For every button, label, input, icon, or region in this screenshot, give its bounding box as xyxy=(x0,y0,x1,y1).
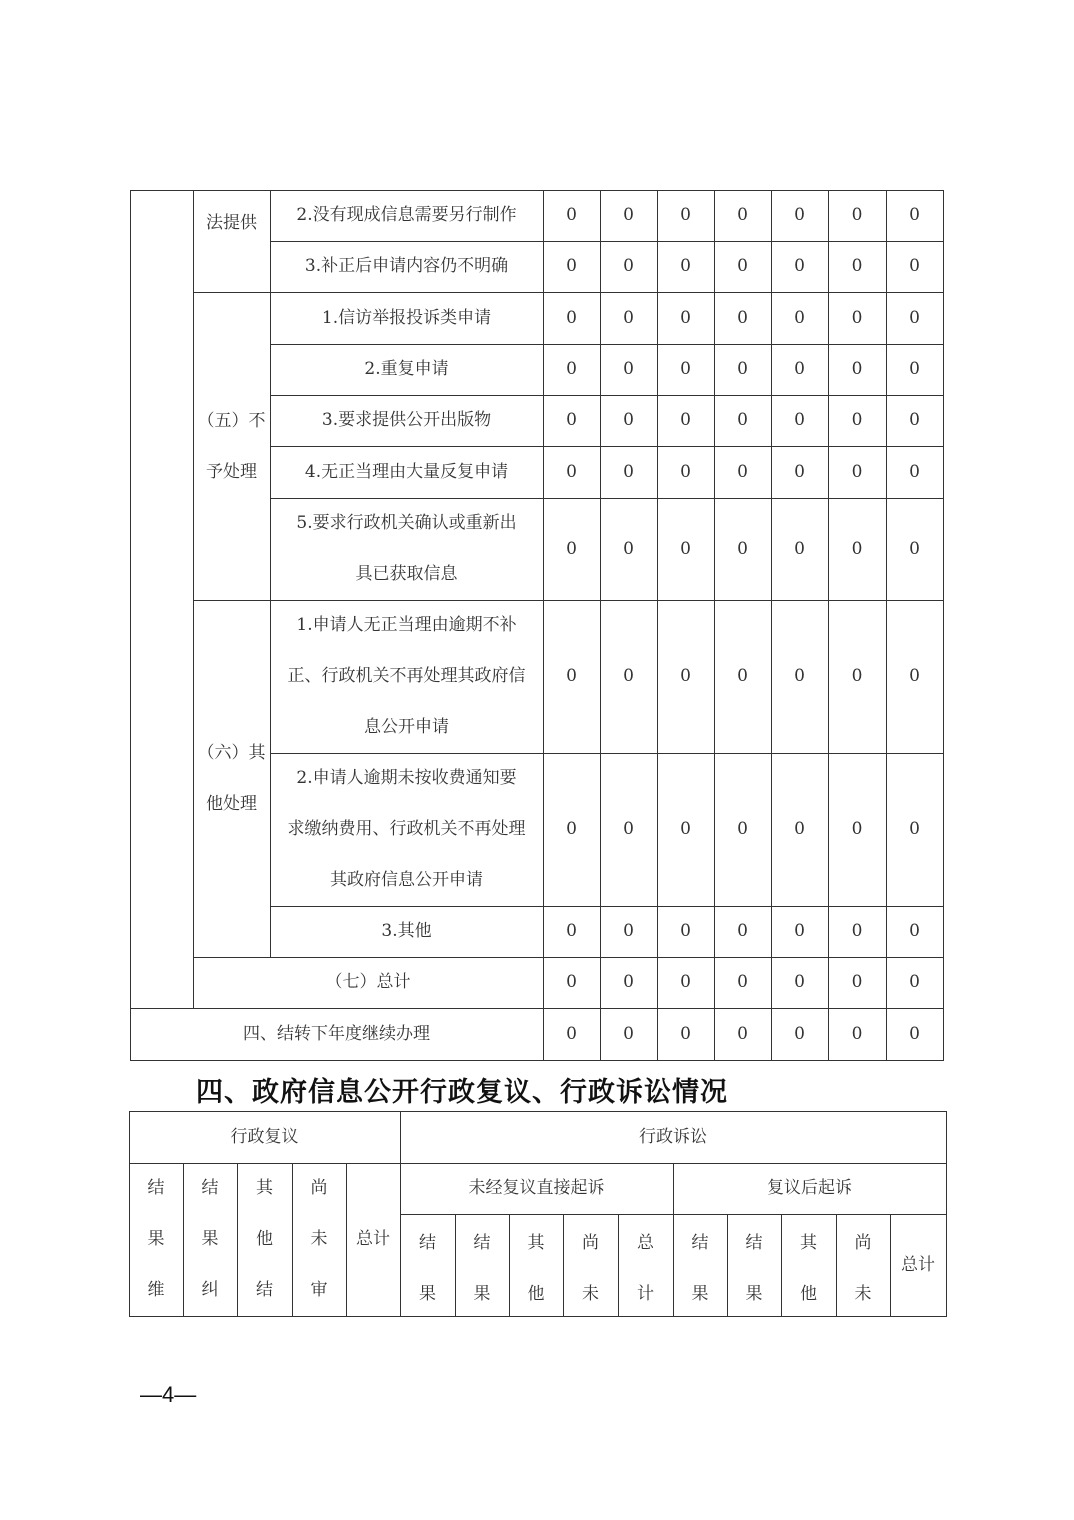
value-cell xyxy=(600,498,657,600)
value-cell-text: 0 xyxy=(680,205,691,225)
row-label xyxy=(270,344,543,395)
carryover-value xyxy=(714,1008,771,1060)
row-label xyxy=(270,906,543,957)
row-label xyxy=(270,190,543,241)
after-col-header-text: 他 xyxy=(800,1284,817,1304)
value-cell-text: 0 xyxy=(623,921,634,941)
value-cell-text: 0 xyxy=(680,307,691,328)
value-cell-text: 0 xyxy=(737,461,748,482)
direct-col-header-text: 果 xyxy=(473,1284,491,1304)
value-cell xyxy=(886,241,943,292)
group-label-text: 法提供 xyxy=(206,213,257,233)
review-header-text: 行政复议 xyxy=(230,1126,299,1147)
value-cell xyxy=(657,395,714,446)
value-cell-text: 0 xyxy=(909,461,920,482)
value-cell xyxy=(886,753,943,906)
row-label xyxy=(270,600,543,753)
value-cell xyxy=(657,446,714,498)
direct-col-header-text: 总 xyxy=(637,1233,654,1253)
direct-suit-header-text: 未经复议直接起诉 xyxy=(468,1178,605,1198)
value-cell-text: 0 xyxy=(737,819,748,839)
total-value xyxy=(771,957,828,1008)
value-cell-text: 0 xyxy=(680,921,691,941)
group-label-text: （六）其 xyxy=(197,743,266,763)
value-cell-text: 0 xyxy=(794,819,805,839)
value-cell xyxy=(828,446,886,498)
value-cell xyxy=(828,600,886,753)
value-cell xyxy=(600,344,657,395)
row-label-text: 3.补正后申请内容仍不明确 xyxy=(304,256,509,276)
after-col-header xyxy=(727,1214,781,1324)
value-cell xyxy=(828,241,886,292)
total-label-text: （七）总计 xyxy=(325,972,411,992)
row-label-text: 2.没有现成信息需要另行制作 xyxy=(296,205,517,225)
value-cell xyxy=(600,292,657,344)
row-label xyxy=(270,395,543,446)
row-label-text: 2.申请人逾期未按收费通知要 xyxy=(296,768,517,788)
row-label-text: 3.其他 xyxy=(381,921,432,941)
value-cell xyxy=(657,906,714,957)
value-cell-text: 0 xyxy=(623,410,634,430)
value-cell-text: 0 xyxy=(680,359,691,379)
row-label-text: 5.要求行政机关确认或重新出 xyxy=(296,513,517,533)
value-cell xyxy=(714,906,771,957)
value-cell xyxy=(771,753,828,906)
value-cell-text: 0 xyxy=(909,359,920,379)
total-value-text: 0 xyxy=(623,972,634,992)
review-col-header-text: 尚 xyxy=(310,1178,328,1198)
value-cell xyxy=(543,446,600,498)
row-label-text: 息公开申请 xyxy=(364,717,449,737)
total-value-text: 0 xyxy=(737,972,748,992)
direct-col-header xyxy=(563,1214,618,1324)
value-cell xyxy=(543,241,600,292)
direct-col-header-text: 他 xyxy=(527,1284,545,1304)
value-cell xyxy=(543,292,600,344)
value-cell-text: 0 xyxy=(851,205,863,225)
value-cell xyxy=(714,446,771,498)
value-cell-text: 0 xyxy=(909,205,920,225)
after-col-header-text: 果 xyxy=(691,1284,709,1304)
value-cell-text: 0 xyxy=(851,461,863,482)
value-cell xyxy=(771,292,828,344)
value-cell-text: 0 xyxy=(680,538,691,559)
value-cell xyxy=(657,498,714,600)
value-cell-text: 0 xyxy=(794,359,805,379)
value-cell-text: 0 xyxy=(851,410,863,430)
value-cell-text: 0 xyxy=(737,307,748,328)
after-total-header-text: 总计 xyxy=(901,1254,935,1275)
direct-col-header-text: 尚 xyxy=(582,1233,599,1253)
review-col-header-text: 结 xyxy=(256,1280,273,1300)
value-cell-text: 0 xyxy=(566,538,577,559)
total-value-text: 0 xyxy=(794,972,805,992)
value-cell xyxy=(886,190,943,241)
direct-col-header-text: 果 xyxy=(419,1284,436,1304)
value-cell-text: 0 xyxy=(794,307,805,328)
value-cell-text: 0 xyxy=(566,921,577,941)
after-col-header xyxy=(781,1214,836,1324)
value-cell xyxy=(543,600,600,753)
after-col-header-text: 结 xyxy=(745,1233,763,1253)
total-value xyxy=(714,957,771,1008)
carryover-value xyxy=(828,1008,886,1060)
value-cell xyxy=(543,190,600,241)
value-cell xyxy=(886,446,943,498)
direct-col-header-text: 未 xyxy=(582,1284,599,1304)
value-cell xyxy=(714,190,771,241)
value-cell-text: 0 xyxy=(566,359,577,379)
review-col-header-text: 未 xyxy=(310,1229,328,1249)
review-col-header-text: 结 xyxy=(201,1178,219,1198)
after-total-header xyxy=(890,1214,946,1316)
after-col-header xyxy=(673,1214,727,1324)
value-cell xyxy=(543,753,600,906)
total-value xyxy=(657,957,714,1008)
review-col-header-text: 果 xyxy=(201,1229,219,1249)
row-label xyxy=(270,292,543,344)
value-cell-text: 0 xyxy=(566,819,577,839)
direct-col-header-text: 结 xyxy=(419,1233,436,1253)
value-cell-text: 0 xyxy=(566,410,577,430)
value-cell-text: 0 xyxy=(851,307,863,328)
group-label-text: （五）不 xyxy=(197,410,266,431)
value-cell xyxy=(771,600,828,753)
value-cell xyxy=(543,906,600,957)
total-value xyxy=(600,957,657,1008)
value-cell xyxy=(714,241,771,292)
row-label xyxy=(270,446,543,498)
total-value xyxy=(543,957,600,1008)
section-heading: 四、政府信息公开行政复议、行政诉讼情况 xyxy=(196,1077,728,1108)
value-cell xyxy=(771,498,828,600)
value-cell-text: 0 xyxy=(851,256,863,276)
table-rule xyxy=(130,190,131,1061)
value-cell xyxy=(600,600,657,753)
row-label-text: 求缴纳费用、行政机关不再处理 xyxy=(287,819,526,839)
review-col-header-text: 他 xyxy=(256,1229,273,1249)
value-cell-text: 0 xyxy=(737,666,748,686)
value-cell-text: 0 xyxy=(566,461,577,482)
value-cell-text: 0 xyxy=(737,538,748,559)
row-label-text: 4.无正当理由大量反复申请 xyxy=(304,461,509,482)
value-cell-text: 0 xyxy=(680,666,691,686)
carryover-value-text: 0 xyxy=(680,1023,691,1044)
value-cell xyxy=(886,344,943,395)
value-cell xyxy=(828,906,886,957)
value-cell-text: 0 xyxy=(737,410,748,430)
carryover-value-text: 0 xyxy=(623,1023,634,1044)
direct-col-header xyxy=(618,1214,673,1324)
review-col-header-text: 维 xyxy=(147,1280,165,1300)
value-cell xyxy=(828,498,886,600)
group-label-text: 他处理 xyxy=(206,794,257,814)
direct-col-header xyxy=(509,1214,563,1324)
value-cell-text: 0 xyxy=(623,461,634,482)
value-cell xyxy=(771,395,828,446)
row-label-text: 1.信访举报投诉类申请 xyxy=(321,307,492,328)
value-cell-text: 0 xyxy=(909,538,920,559)
carryover-value-text: 0 xyxy=(909,1023,920,1044)
value-cell xyxy=(600,395,657,446)
carryover-value xyxy=(771,1008,828,1060)
value-cell xyxy=(771,241,828,292)
value-cell-text: 0 xyxy=(909,256,920,276)
carryover-value-text: 0 xyxy=(566,1023,577,1044)
review-col-header-text: 纠 xyxy=(201,1280,219,1300)
after-col-header-text: 果 xyxy=(745,1284,763,1304)
carryover-value-text: 0 xyxy=(851,1023,863,1044)
group-label xyxy=(193,190,270,292)
value-cell xyxy=(771,446,828,498)
after-col-header-text: 其 xyxy=(800,1233,817,1253)
review-col-header xyxy=(292,1163,346,1316)
review-total-header xyxy=(346,1163,400,1316)
after-col-header-text: 尚 xyxy=(854,1233,872,1253)
review-header xyxy=(129,1111,400,1163)
table-rule xyxy=(943,190,944,1061)
value-cell-text: 0 xyxy=(794,256,805,276)
value-cell xyxy=(828,395,886,446)
value-cell xyxy=(828,753,886,906)
after-col-header-text: 结 xyxy=(691,1233,709,1253)
value-cell xyxy=(657,241,714,292)
value-cell-text: 0 xyxy=(623,205,634,225)
total-value-text: 0 xyxy=(851,972,863,992)
value-cell-text: 0 xyxy=(909,921,920,941)
direct-col-header-text: 计 xyxy=(637,1284,654,1304)
row-label-text: 正、行政机关不再处理其政府信 xyxy=(287,666,526,686)
direct-col-header xyxy=(400,1214,455,1324)
group-label-text: 予处理 xyxy=(206,461,257,482)
row-label-text: 1.申请人无正当理由逾期不补 xyxy=(296,615,517,635)
value-cell-text: 0 xyxy=(680,819,691,839)
value-cell xyxy=(543,395,600,446)
value-cell-text: 0 xyxy=(623,256,634,276)
direct-col-header-text: 结 xyxy=(473,1233,491,1253)
value-cell xyxy=(771,190,828,241)
value-cell-text: 0 xyxy=(566,666,577,686)
value-cell xyxy=(714,292,771,344)
row-label-text: 3.要求提供公开出版物 xyxy=(321,410,492,430)
value-cell xyxy=(657,753,714,906)
value-cell xyxy=(714,344,771,395)
review-col-header-text: 其 xyxy=(256,1178,273,1198)
value-cell xyxy=(714,395,771,446)
review-col-header-text: 结 xyxy=(147,1178,165,1198)
value-cell xyxy=(886,600,943,753)
value-cell-text: 0 xyxy=(566,307,577,328)
value-cell-text: 0 xyxy=(909,819,920,839)
value-cell xyxy=(600,446,657,498)
value-cell-text: 0 xyxy=(851,819,863,839)
review-col-header-text: 审 xyxy=(310,1280,328,1300)
value-cell-text: 0 xyxy=(909,307,920,328)
value-cell xyxy=(771,906,828,957)
carryover-label-text: 四、结转下年度继续办理 xyxy=(243,1023,430,1044)
carryover-value-text: 0 xyxy=(794,1023,805,1044)
value-cell xyxy=(657,344,714,395)
review-col-header xyxy=(237,1163,292,1316)
value-cell-text: 0 xyxy=(851,538,863,559)
total-value xyxy=(886,957,943,1008)
value-cell xyxy=(886,906,943,957)
value-cell xyxy=(657,190,714,241)
after-col-header xyxy=(836,1214,890,1324)
value-cell-text: 0 xyxy=(623,819,634,839)
value-cell-text: 0 xyxy=(566,256,577,276)
carryover-value xyxy=(543,1008,600,1060)
value-cell-text: 0 xyxy=(851,921,863,941)
review-col-header xyxy=(183,1163,237,1316)
row-label xyxy=(270,498,543,600)
value-cell xyxy=(600,906,657,957)
direct-suit-header xyxy=(400,1163,673,1214)
group-label xyxy=(193,395,270,498)
value-cell xyxy=(543,344,600,395)
value-cell-text: 0 xyxy=(851,359,863,379)
value-cell-text: 0 xyxy=(737,921,748,941)
carryover-label xyxy=(130,1008,543,1060)
value-cell xyxy=(886,292,943,344)
value-cell-text: 0 xyxy=(623,307,634,328)
value-cell xyxy=(828,344,886,395)
value-cell-text: 0 xyxy=(680,410,691,430)
carryover-value xyxy=(600,1008,657,1060)
value-cell-text: 0 xyxy=(566,205,577,225)
value-cell xyxy=(543,498,600,600)
row-label-text: 2.重复申请 xyxy=(364,359,449,379)
carryover-value xyxy=(657,1008,714,1060)
value-cell xyxy=(600,241,657,292)
value-cell-text: 0 xyxy=(623,666,634,686)
row-label-text: 其政府信息公开申请 xyxy=(330,870,483,890)
total-value xyxy=(828,957,886,1008)
value-cell xyxy=(886,395,943,446)
value-cell-text: 0 xyxy=(794,205,805,225)
after-review-header-text: 复议后起诉 xyxy=(767,1178,852,1198)
total-label xyxy=(193,957,543,1008)
review-col-header xyxy=(129,1163,183,1316)
value-cell-text: 0 xyxy=(623,538,634,559)
value-cell xyxy=(600,190,657,241)
value-cell-text: 0 xyxy=(851,666,863,686)
carryover-value-text: 0 xyxy=(737,1023,748,1044)
value-cell-text: 0 xyxy=(737,205,748,225)
review-col-header-text: 果 xyxy=(147,1229,165,1249)
value-cell-text: 0 xyxy=(794,921,805,941)
litigation-header xyxy=(400,1111,946,1163)
direct-col-header xyxy=(455,1214,509,1324)
value-cell-text: 0 xyxy=(680,461,691,482)
value-cell xyxy=(657,292,714,344)
table-rule xyxy=(130,1060,544,1061)
total-value-text: 0 xyxy=(909,972,920,992)
value-cell xyxy=(714,600,771,753)
row-label xyxy=(270,241,543,292)
value-cell-text: 0 xyxy=(623,359,634,379)
value-cell-text: 0 xyxy=(794,461,805,482)
value-cell-text: 0 xyxy=(794,410,805,430)
value-cell xyxy=(714,753,771,906)
direct-col-header-text: 其 xyxy=(527,1233,545,1253)
value-cell-text: 0 xyxy=(909,410,920,430)
row-label-text: 具已获取信息 xyxy=(355,564,458,584)
after-review-header xyxy=(673,1163,946,1214)
value-cell-text: 0 xyxy=(737,256,748,276)
value-cell xyxy=(600,753,657,906)
value-cell-text: 0 xyxy=(680,256,691,276)
value-cell xyxy=(886,498,943,600)
review-total-header-text: 总计 xyxy=(356,1229,390,1249)
value-cell xyxy=(771,344,828,395)
value-cell-text: 0 xyxy=(794,666,805,686)
row-label xyxy=(270,753,543,906)
total-value-text: 0 xyxy=(566,972,577,992)
page-number: —4— xyxy=(140,1382,197,1407)
value-cell xyxy=(714,498,771,600)
litigation-header-text: 行政诉讼 xyxy=(639,1126,707,1147)
value-cell xyxy=(657,600,714,753)
value-cell-text: 0 xyxy=(909,666,920,686)
total-value-text: 0 xyxy=(680,972,691,992)
value-cell-text: 0 xyxy=(794,538,805,559)
value-cell xyxy=(828,292,886,344)
group-label xyxy=(193,728,270,830)
after-col-header-text: 未 xyxy=(854,1284,872,1304)
table-rule xyxy=(543,1060,944,1061)
value-cell-text: 0 xyxy=(737,359,748,379)
carryover-value xyxy=(886,1008,943,1060)
value-cell xyxy=(828,190,886,241)
